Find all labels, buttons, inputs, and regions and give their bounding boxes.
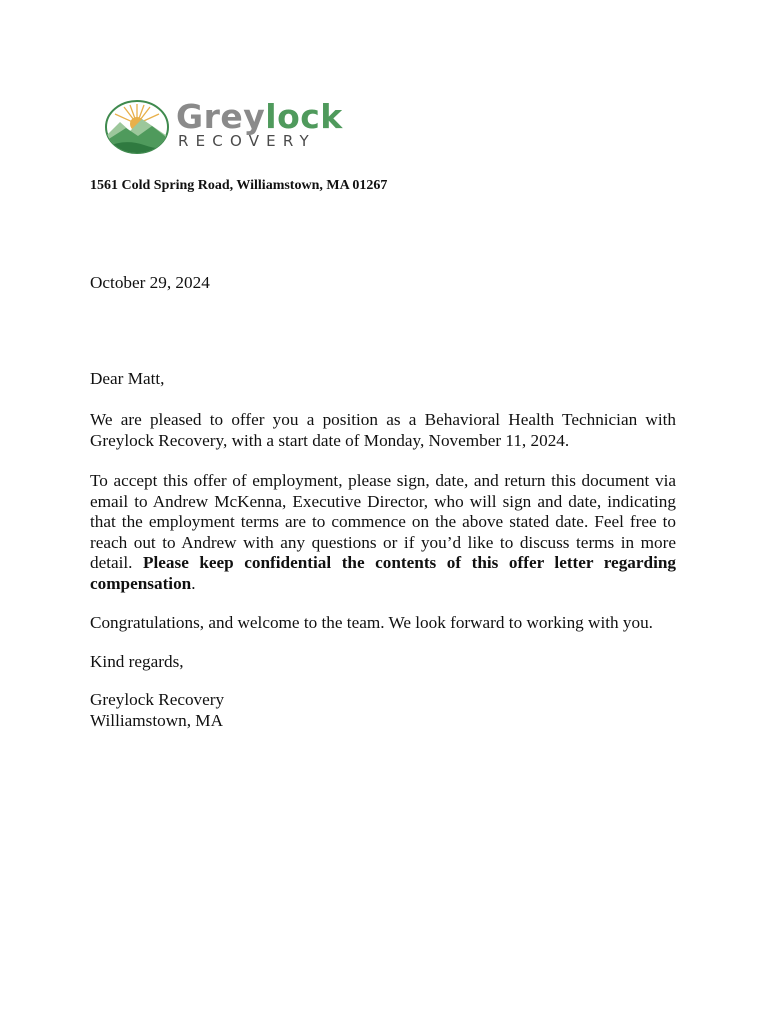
letterhead-address: 1561 Cold Spring Road, Williamstown, MA 01267 (90, 178, 388, 193)
acceptance-text: To accept this offer of employment, please sign, date, and return this document via email to Andrew McKenna, Executive Director, who will sign and date, indicating that the employment terms are to commence on the above stated date. Feel free to reach out to Andrew with any questions or if you’d like to discuss terms in more detail. (90, 471, 676, 573)
letter-paragraph-acceptance (90, 471, 676, 595)
letter-greeting: Dear Matt, (90, 369, 165, 388)
letter-closing: Kind regards, (90, 652, 184, 671)
logo-word-green: lock (265, 97, 343, 136)
greylock-recovery-logo (104, 98, 354, 158)
acceptance-period: . (191, 573, 196, 593)
letter-date: October 29, 2024 (90, 273, 210, 292)
confidential-notice: Please keep confidential the contents of this offer letter regarding compensation (90, 553, 676, 593)
logo-word-grey: Grey (176, 97, 266, 136)
signature-location: Williamstown, MA (90, 710, 223, 730)
letter-paragraph-welcome: Congratulations, and welcome to the team. We look forward to working with you. (90, 613, 653, 632)
letter-paragraph-offer: We are pleased to offer you a position as a Behavioral Health Technician with Greylock Recovery, with a start date of Monday, November 11, 2024. (90, 410, 676, 450)
logo-wordmark (176, 98, 343, 136)
letter-signature-block (90, 690, 676, 731)
logo-subword: RECOVERY (178, 132, 316, 150)
signature-organization: Greylock Recovery (90, 690, 225, 709)
mountain-sun-emblem-icon (104, 98, 170, 156)
